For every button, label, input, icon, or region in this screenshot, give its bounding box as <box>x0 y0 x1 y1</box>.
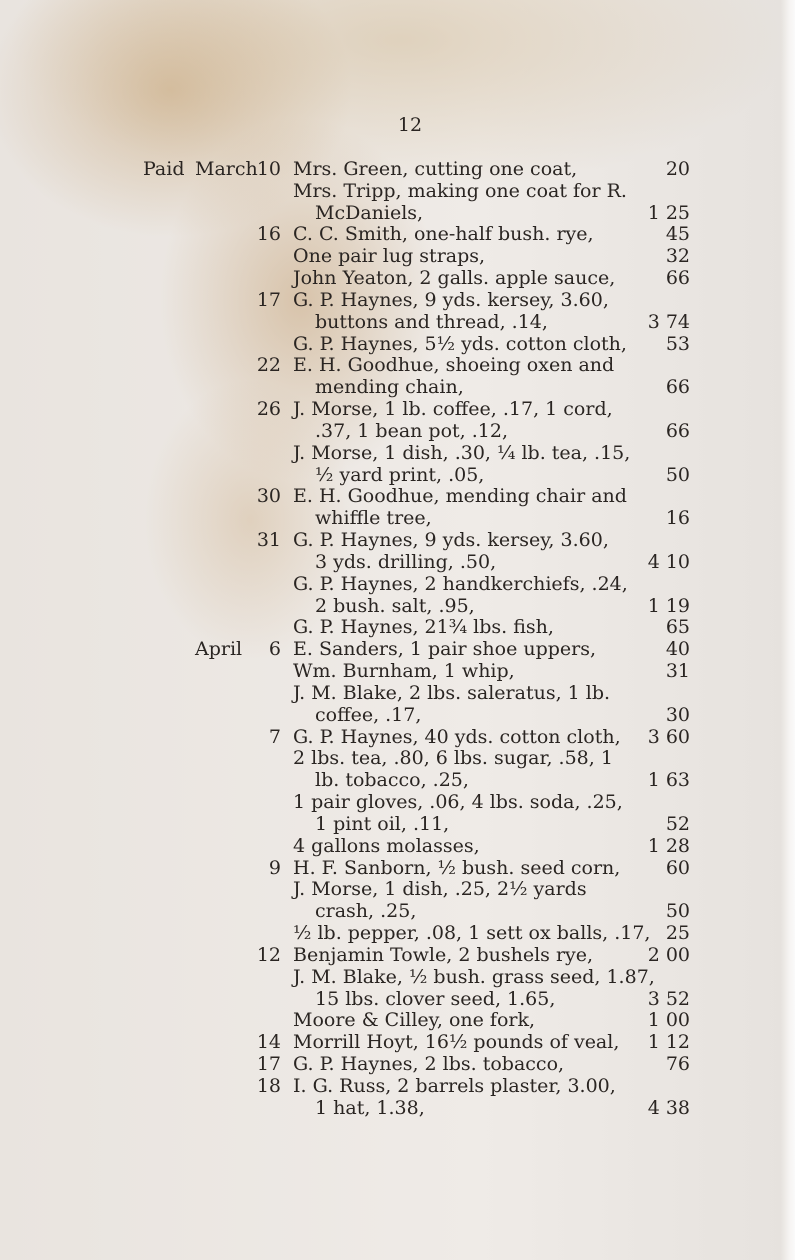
ledger-line <box>0 398 795 420</box>
ledger-line <box>0 464 795 486</box>
entry-description: ½ lb. pepper, .08, 1 sett ox balls, .17, <box>293 922 651 945</box>
entry-description: 15 lbs. clover seed, 1.65, <box>315 987 556 1010</box>
entry-description: J. Morse, 1 dish, .30, ¼ lb. tea, .15, <box>293 441 631 464</box>
entry-description: Moore & Cilley, one fork, <box>293 1009 536 1032</box>
ledger-line <box>0 660 795 682</box>
entry-amount: 16 <box>665 507 690 530</box>
entry-day: 10 <box>256 158 281 180</box>
entry-amount: 1 12 <box>647 1031 690 1054</box>
entry-description: 4 gallons molasses, <box>293 834 480 857</box>
entry-description: H. F. Sanborn, ½ bush. seed corn, <box>293 856 621 879</box>
entry-amount: 25 <box>665 922 690 945</box>
entry-day: 17 <box>256 288 281 311</box>
entry-description: G. P. Haynes, 9 yds. kersey, 3.60, <box>293 529 609 552</box>
entry-description: E. H. Goodhue, shoeing oxen and <box>293 354 615 377</box>
entry-day: 12 <box>256 943 281 966</box>
entry-description: coffee, .17, <box>315 703 422 726</box>
entry-amount: 1 00 <box>647 1009 690 1032</box>
entry-description: G. P. Haynes, 40 yds. cotton cloth, <box>293 725 621 748</box>
entry-description: 3 yds. drilling, .50, <box>315 550 497 573</box>
ledger-line <box>0 289 795 311</box>
entry-amount: 3 52 <box>647 987 690 1010</box>
ledger-line <box>0 376 795 398</box>
entry-amount: 50 <box>665 463 690 486</box>
ledger-line <box>0 485 795 507</box>
ledger-line <box>0 988 795 1010</box>
ledger-line <box>0 835 795 857</box>
entry-description: I. G. Russ, 2 barrels plaster, 3.00, <box>293 1074 616 1097</box>
entry-description: buttons and thread, .14, <box>315 310 548 333</box>
entry-amount: 20 <box>665 158 690 180</box>
entry-amount: 60 <box>665 856 690 879</box>
ledger-line <box>0 1009 795 1031</box>
entry-amount: 3 74 <box>647 310 690 333</box>
entry-day: 30 <box>256 485 281 508</box>
ledger-line <box>0 791 795 813</box>
ledger-line <box>0 922 795 944</box>
entry-description: G. P. Haynes, 2 handkerchiefs, .24, <box>293 572 628 595</box>
ledger-line <box>0 180 795 202</box>
page-number: 12 <box>397 114 423 136</box>
ledger-line <box>0 551 795 573</box>
entry-description: .37, 1 bean pot, .12, <box>315 419 509 442</box>
entry-amount: 31 <box>665 660 690 683</box>
entry-description: J. M. Blake, ½ bush. grass seed, 1.87, <box>293 965 655 988</box>
ledger-line <box>0 223 795 245</box>
entry-description: Wm. Burnham, 1 whip, <box>293 660 515 683</box>
ledger-line <box>0 878 795 900</box>
entry-description: G. P. Haynes, 21¾ lbs. fish, <box>293 616 554 639</box>
ledger-line <box>0 573 795 595</box>
entry-label: Paid <box>143 158 185 180</box>
entry-description: 2 lbs. tea, .80, 6 lbs. sugar, .58, 1 <box>293 747 613 770</box>
ledger-line <box>0 638 795 660</box>
entry-amount: 53 <box>665 332 690 355</box>
entry-month: March <box>195 158 258 180</box>
entry-description: Mrs. Tripp, making one coat for R. <box>293 179 627 202</box>
entry-day: 22 <box>256 354 281 377</box>
entry-day: 16 <box>256 223 281 246</box>
entry-description: E. Sanders, 1 pair shoe uppers, <box>293 638 597 661</box>
entry-amount: 45 <box>665 223 690 246</box>
entry-description: John Yeaton, 2 galls. apple sauce, <box>293 267 616 290</box>
entry-day: 26 <box>256 398 281 421</box>
entry-description: Morrill Hoyt, 16½ pounds of veal, <box>293 1031 620 1054</box>
entry-description: mending chain, <box>315 376 464 399</box>
ledger-line <box>0 333 795 355</box>
ledger-line <box>0 267 795 289</box>
ledger-line <box>0 420 795 442</box>
ledger-line <box>0 311 795 333</box>
entry-description: Mrs. Green, cutting one coat, <box>293 158 578 180</box>
entry-description: lb. tobacco, .25, <box>315 769 469 792</box>
ledger-line <box>0 354 795 376</box>
ledger-line <box>0 966 795 988</box>
entry-description: Benjamin Towle, 2 bushels rye, <box>293 943 594 966</box>
entry-amount: 1 63 <box>647 769 690 792</box>
ledger-line <box>0 1053 795 1075</box>
entry-amount: 66 <box>665 267 690 290</box>
entry-amount: 30 <box>665 703 690 726</box>
entry-amount: 1 28 <box>647 834 690 857</box>
entry-description: G. P. Haynes, 9 yds. kersey, 3.60, <box>293 288 609 311</box>
ledger-line <box>0 747 795 769</box>
entry-description: G. P. Haynes, 2 lbs. tobacco, <box>293 1053 565 1076</box>
ledger-line <box>0 857 795 879</box>
entry-description: E. H. Goodhue, mending chair and <box>293 485 627 508</box>
entry-description: J. Morse, 1 dish, .25, 2½ yards <box>293 878 587 901</box>
entry-amount: 32 <box>665 245 690 268</box>
entry-day: 17 <box>256 1053 281 1076</box>
entry-amount: 3 60 <box>647 725 690 748</box>
entry-description: 1 hat, 1.38, <box>315 1096 425 1119</box>
entry-amount: 66 <box>665 376 690 399</box>
entry-description: J. Morse, 1 lb. coffee, .17, 1 cord, <box>293 398 613 421</box>
entry-amount: 50 <box>665 900 690 923</box>
ledger-line <box>0 944 795 966</box>
entry-day: 6 <box>268 638 281 661</box>
entry-day: 18 <box>256 1074 281 1097</box>
entry-amount: 4 38 <box>647 1096 690 1119</box>
entry-description: whiffle tree, <box>315 507 432 530</box>
entry-description: McDaniels, <box>315 201 424 224</box>
entry-day: 14 <box>256 1031 281 1054</box>
ledger-line <box>0 1031 795 1053</box>
entry-description: crash, .25, <box>315 900 417 923</box>
ledger-line <box>0 682 795 704</box>
ledger-line <box>0 704 795 726</box>
ledger-line <box>0 245 795 267</box>
ledger-line <box>0 202 795 224</box>
entry-amount: 66 <box>665 419 690 442</box>
entry-amount: 1 25 <box>647 201 690 224</box>
entry-day: 31 <box>256 529 281 552</box>
entry-amount: 76 <box>665 1053 690 1076</box>
ledger-line <box>0 529 795 551</box>
ledger-line <box>0 726 795 748</box>
entry-amount: 52 <box>665 812 690 835</box>
ledger-line <box>0 1097 795 1119</box>
entry-amount: 65 <box>665 616 690 639</box>
entry-amount: 40 <box>665 638 690 661</box>
ledger-line <box>0 442 795 464</box>
ledger-line <box>0 158 795 180</box>
ledger-line <box>0 595 795 617</box>
entry-description: 1 pint oil, .11, <box>315 812 450 835</box>
entry-amount: 4 10 <box>647 550 690 573</box>
entry-description: 2 bush. salt, .95, <box>315 594 475 617</box>
entry-amount: 1 19 <box>647 594 690 617</box>
entry-description: G. P. Haynes, 5½ yds. cotton cloth, <box>293 332 627 355</box>
ledger-line <box>0 900 795 922</box>
entry-month: April <box>195 638 243 661</box>
entry-amount: 2 00 <box>647 943 690 966</box>
ledger-line <box>0 813 795 835</box>
entry-description: C. C. Smith, one-half bush. rye, <box>293 223 594 246</box>
entry-description: One pair lug straps, <box>293 245 486 268</box>
ledger-line <box>0 1075 795 1097</box>
ledger-line <box>0 507 795 529</box>
ledger-line <box>0 769 795 791</box>
ledger-line <box>0 616 795 638</box>
entry-description: ½ yard print, .05, <box>315 463 485 486</box>
entry-description: J. M. Blake, 2 lbs. saleratus, 1 lb. <box>293 681 611 704</box>
entry-day: 9 <box>268 856 281 879</box>
entry-day: 7 <box>268 725 281 748</box>
entry-description: 1 pair gloves, .06, 4 lbs. soda, .25, <box>293 791 623 814</box>
